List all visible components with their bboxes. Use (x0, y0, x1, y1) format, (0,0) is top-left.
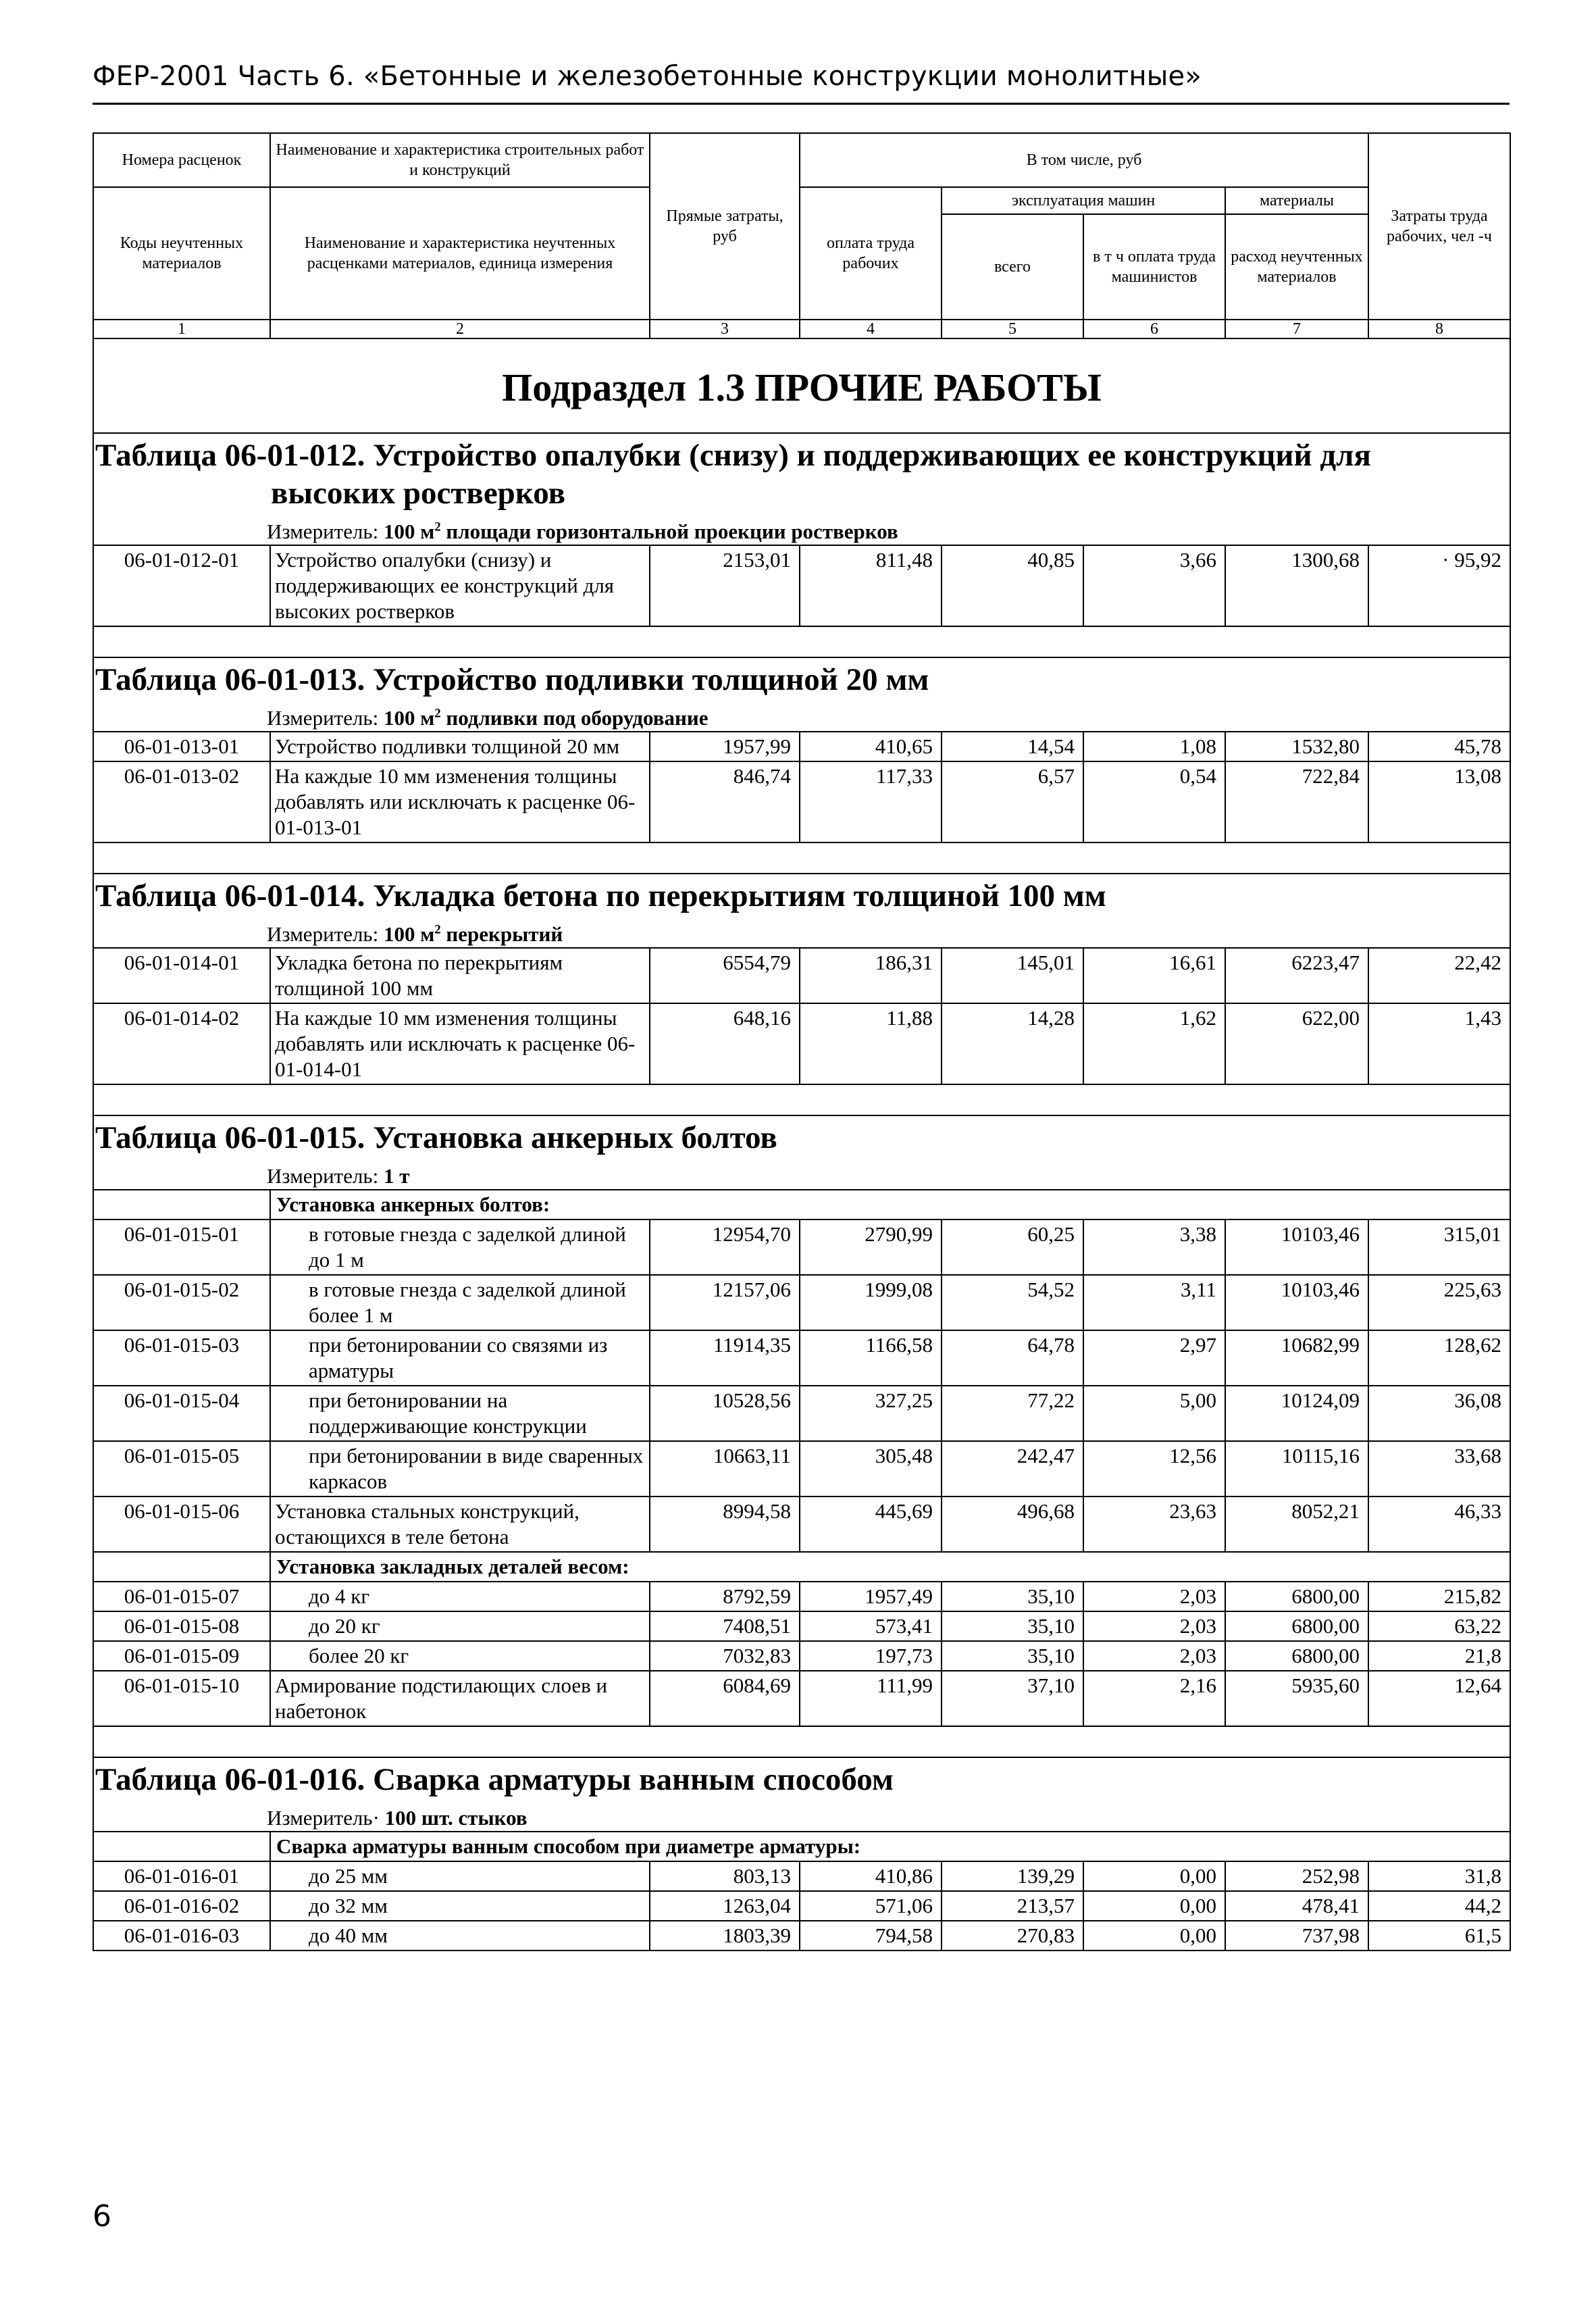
value-machines: 139,29 (942, 1861, 1083, 1891)
rate-code: 06-01-013-01 (93, 732, 270, 761)
value-operators: 1,62 (1083, 1003, 1225, 1084)
value-labor: 305,48 (800, 1441, 942, 1496)
subheading-row (93, 1552, 1510, 1582)
table-row (93, 1003, 1510, 1084)
value-direct: 8792,59 (650, 1582, 800, 1611)
header-col2-bottom: Наименование и характеристика неучтенных расценками материалов, единица измерения (270, 187, 650, 320)
table-title-cell (93, 657, 1510, 699)
table-row (93, 1641, 1510, 1671)
value-machines: 496,68 (942, 1496, 1083, 1552)
value-hours: 128,62 (1368, 1330, 1510, 1386)
value-operators: 2,03 (1083, 1611, 1225, 1641)
spacer-row (93, 1726, 1510, 1757)
work-name: Армирование подстилающих слоев и набетонок (270, 1671, 650, 1726)
subheading-blank (93, 1190, 270, 1219)
measure-label: Измеритель· (267, 1806, 380, 1830)
spacer-cell (93, 1726, 1510, 1757)
table-row (93, 1891, 1510, 1921)
table-row (93, 1921, 1510, 1951)
measure-unit (385, 1806, 527, 1830)
table-title-line: Таблица 06-01-015. Установка анкерных болтов (95, 1120, 777, 1155)
value-machines: 35,10 (942, 1641, 1083, 1671)
spacer-cell (93, 842, 1510, 874)
value-materials: 10103,46 (1225, 1275, 1368, 1330)
rate-code: 06-01-015-10 (93, 1671, 270, 1726)
column-number: 2 (270, 320, 650, 338)
work-name: до 40 мм (270, 1921, 650, 1951)
value-labor: 117,33 (800, 761, 942, 842)
value-hours: 1,43 (1368, 1003, 1510, 1084)
value-materials: 622,00 (1225, 1003, 1368, 1084)
column-number: 1 (93, 320, 270, 338)
value-hours: 44,2 (1368, 1891, 1510, 1921)
value-labor: 573,41 (800, 1611, 942, 1641)
subheading-blank (93, 1552, 270, 1582)
value-labor: 410,65 (800, 732, 942, 761)
header-col8: Затраты труда рабочих, чел -ч (1368, 133, 1510, 320)
table-title-cell (93, 433, 1510, 512)
subheading-row (93, 1832, 1510, 1861)
table-title-line: Таблица 06-01-014. Укладка бетона по перекрытиям толщиной 100 мм (95, 878, 1106, 913)
rate-code: 06-01-015-07 (93, 1582, 270, 1611)
table-row (93, 948, 1510, 1003)
measure-label: Измеритель: (267, 706, 379, 730)
measure-value: 100 шт. стыков (384, 1806, 527, 1830)
work-name: до 25 мм (270, 1861, 650, 1891)
work-name: Установка стальных конструкций, остающихся в теле бетона (270, 1496, 650, 1552)
spacer-row (93, 1084, 1510, 1115)
table-title (94, 1761, 1505, 1799)
value-hours: 61,5 (1368, 1921, 1510, 1951)
value-labor: 2790,99 (800, 1219, 942, 1275)
rate-code: 06-01-014-02 (93, 1003, 270, 1084)
value-labor: 410,86 (800, 1861, 942, 1891)
page-number: 6 (93, 2199, 111, 2234)
header-col2-top: Наименование и характеристика строительных работ и конструкций (270, 133, 650, 187)
price-table (93, 132, 1511, 1951)
work-name: до 32 мм (270, 1891, 650, 1921)
measure-cell (93, 512, 1510, 545)
value-machines: 54,52 (942, 1275, 1083, 1330)
header-col1-top: Номера расценок (93, 133, 270, 187)
table-title-cell (93, 874, 1510, 915)
value-operators: 3,38 (1083, 1219, 1225, 1275)
subheading: Установка закладных деталей весом: (270, 1552, 1510, 1582)
measure-row (93, 1799, 1510, 1832)
table-title-row (93, 433, 1510, 512)
header-group-materials: материалы (1225, 187, 1368, 214)
section-title-row (93, 338, 1510, 433)
work-name: Устройство подливки толщиной 20 мм (270, 732, 650, 761)
value-direct: 6084,69 (650, 1671, 800, 1726)
rate-code: 06-01-016-02 (93, 1891, 270, 1921)
page-header: ФЕР-2001 Часть 6. «Бетонные и железобетонные конструкции монолитные» (93, 61, 1202, 92)
measure-cell (93, 1799, 1510, 1832)
value-hours: 12,64 (1368, 1671, 1510, 1726)
table-row (93, 1275, 1510, 1330)
value-labor: 571,06 (800, 1891, 942, 1921)
measure-rest: перекрытий (440, 922, 563, 946)
spacer-row (93, 842, 1510, 874)
table-row (93, 1219, 1510, 1275)
measure-exponent: 2 (434, 706, 441, 721)
value-operators: 23,63 (1083, 1496, 1225, 1552)
measure-rest: площади горизонтальной проекции ростверков (440, 520, 898, 543)
value-machines: 145,01 (942, 948, 1083, 1003)
measure-row (93, 699, 1510, 732)
value-machines: 270,83 (942, 1921, 1083, 1951)
value-hours: 46,33 (1368, 1496, 1510, 1552)
value-materials: 10124,09 (1225, 1386, 1368, 1441)
table-title-line: Таблица 06-01-016. Сварка арматуры ванным способом (95, 1762, 894, 1797)
rate-code: 06-01-016-01 (93, 1861, 270, 1891)
value-operators: 12,56 (1083, 1441, 1225, 1496)
value-direct: 7032,83 (650, 1641, 800, 1671)
value-materials: 5935,60 (1225, 1671, 1368, 1726)
value-hours: 315,01 (1368, 1219, 1510, 1275)
value-operators: 1,08 (1083, 732, 1225, 761)
value-labor: 11,88 (800, 1003, 942, 1084)
rate-code: 06-01-015-02 (93, 1275, 270, 1330)
measure-value: 1 т (383, 1164, 410, 1188)
work-name: Устройство опалубки (снизу) и поддерживающих ее конструкций для высоких ростверков (270, 545, 650, 626)
table-title-row (93, 874, 1510, 915)
header-col3: Прямые затраты, руб (650, 133, 800, 320)
value-direct: 1803,39 (650, 1921, 800, 1951)
value-machines: 37,10 (942, 1671, 1083, 1726)
measure-row (93, 512, 1510, 545)
column-numbers-row (93, 320, 1510, 338)
table-row (93, 761, 1510, 842)
value-labor: 811,48 (800, 545, 942, 626)
table-row (93, 1330, 1510, 1386)
value-hours: 31,8 (1368, 1861, 1510, 1891)
rate-code: 06-01-015-08 (93, 1611, 270, 1641)
table-title-row (93, 1115, 1510, 1157)
value-machines: 77,22 (942, 1386, 1083, 1441)
rate-code: 06-01-015-05 (93, 1441, 270, 1496)
header-row-2 (93, 187, 1510, 214)
value-operators: 16,61 (1083, 948, 1225, 1003)
value-hours: 45,78 (1368, 732, 1510, 761)
value-direct: 8994,58 (650, 1496, 800, 1552)
value-operators: 2,03 (1083, 1582, 1225, 1611)
value-direct: 648,16 (650, 1003, 800, 1084)
spacer-row (93, 626, 1510, 657)
section-title: Подраздел 1.3 ПРОЧИЕ РАБОТЫ (502, 366, 1102, 409)
value-operators: 5,00 (1083, 1386, 1225, 1441)
value-machines: 213,57 (942, 1891, 1083, 1921)
value-materials: 1532,80 (1225, 732, 1368, 761)
measure-row (93, 1157, 1510, 1190)
value-materials: 1300,68 (1225, 545, 1368, 626)
value-labor: 1957,49 (800, 1582, 942, 1611)
value-machines: 64,78 (942, 1330, 1083, 1386)
value-direct: 10528,56 (650, 1386, 800, 1441)
measure-unit (384, 922, 563, 946)
value-hours: 225,63 (1368, 1275, 1510, 1330)
value-machines: 35,10 (942, 1611, 1083, 1641)
table-row (93, 1441, 1510, 1496)
measure-cell (93, 1157, 1510, 1190)
work-name: в готовые гнезда с заделкой длиной до 1 м (270, 1219, 650, 1275)
column-number: 7 (1225, 320, 1368, 338)
measure-value: 100 м (383, 706, 435, 730)
measure-label: Измеритель: (267, 922, 379, 946)
value-labor: 327,25 (800, 1386, 942, 1441)
column-number: 3 (650, 320, 800, 338)
value-direct: 10663,11 (650, 1441, 800, 1496)
rate-code: 06-01-015-04 (93, 1386, 270, 1441)
work-name: до 20 кг (270, 1611, 650, 1641)
value-operators: 2,97 (1083, 1330, 1225, 1386)
header-row-1 (93, 133, 1510, 187)
header-col4: оплата труда рабочих (800, 187, 942, 320)
value-direct: 846,74 (650, 761, 800, 842)
value-operators: 3,66 (1083, 545, 1225, 626)
value-materials: 478,41 (1225, 1891, 1368, 1921)
rate-code: 06-01-012-01 (93, 545, 270, 626)
value-materials: 6223,47 (1225, 948, 1368, 1003)
measure-rest: подливки под оборудование (440, 706, 709, 730)
value-machines: 6,57 (942, 761, 1083, 842)
value-machines: 35,10 (942, 1582, 1083, 1611)
value-labor: 794,58 (800, 1921, 942, 1951)
rate-code: 06-01-016-03 (93, 1921, 270, 1951)
table-title-line: высоких ростверков (271, 476, 565, 511)
value-hours: 33,68 (1368, 1441, 1510, 1496)
value-labor: 1166,58 (800, 1330, 942, 1386)
header-col5: всего (942, 214, 1083, 320)
value-materials: 722,84 (1225, 761, 1368, 842)
value-materials: 6800,00 (1225, 1611, 1368, 1641)
value-machines: 14,54 (942, 732, 1083, 761)
value-machines: 40,85 (942, 545, 1083, 626)
value-labor: 445,69 (800, 1496, 942, 1552)
header-group-including: В том числе, руб (800, 133, 1368, 187)
table-row (93, 1671, 1510, 1726)
value-operators: 2,16 (1083, 1671, 1225, 1726)
table-title-line: Таблица 06-01-013. Устройство подливки толщиной 20 мм (95, 662, 929, 697)
table-title-row (93, 657, 1510, 699)
value-materials: 737,98 (1225, 1921, 1368, 1951)
measure-label: Измеритель: (267, 1164, 379, 1188)
measure-unit (384, 1164, 409, 1188)
rate-code: 06-01-014-01 (93, 948, 270, 1003)
work-name: На каждые 10 мм изменения толщины добавлять или исключать к расценке 06-01-013-01 (270, 761, 650, 842)
table-row (93, 545, 1510, 626)
value-labor: 197,73 (800, 1641, 942, 1671)
value-direct: 6554,79 (650, 948, 800, 1003)
table-row (93, 732, 1510, 761)
measure-cell (93, 699, 1510, 732)
value-operators: 0,54 (1083, 761, 1225, 842)
table-title (94, 1119, 1505, 1157)
column-number: 5 (942, 320, 1083, 338)
value-direct: 11914,35 (650, 1330, 800, 1386)
value-labor: 1999,08 (800, 1275, 942, 1330)
value-hours: 36,08 (1368, 1386, 1510, 1441)
value-labor: 111,99 (800, 1671, 942, 1726)
value-direct: 2153,01 (650, 545, 800, 626)
rate-code: 06-01-015-09 (93, 1641, 270, 1671)
header-col7: расход неучтенных материалов (1225, 214, 1368, 320)
value-direct: 12954,70 (650, 1219, 800, 1275)
subheading-blank (93, 1832, 270, 1861)
column-number: 6 (1083, 320, 1225, 338)
table-title (94, 436, 1505, 512)
table-title-cell (93, 1757, 1510, 1799)
value-materials: 252,98 (1225, 1861, 1368, 1891)
table-title (94, 661, 1505, 699)
value-direct: 7408,51 (650, 1611, 800, 1641)
measure-value: 100 м (383, 922, 435, 946)
value-operators: 0,00 (1083, 1861, 1225, 1891)
value-hours: 63,22 (1368, 1611, 1510, 1641)
value-materials: 6800,00 (1225, 1641, 1368, 1671)
value-machines: 60,25 (942, 1219, 1083, 1275)
value-direct: 1263,04 (650, 1891, 800, 1921)
value-hours: · 95,92 (1368, 545, 1510, 626)
value-hours: 215,82 (1368, 1582, 1510, 1611)
header-col6: в т ч оплата труда машинистов (1083, 214, 1225, 320)
measure-row (93, 915, 1510, 948)
work-name: более 20 кг (270, 1641, 650, 1671)
value-machines: 242,47 (942, 1441, 1083, 1496)
header-col1-bottom: Коды неучтенных материалов (93, 187, 270, 320)
header-group-machines: эксплуатация машин (942, 187, 1225, 214)
work-name: до 4 кг (270, 1582, 650, 1611)
measure-exponent: 2 (434, 922, 441, 937)
column-number: 4 (800, 320, 942, 338)
value-materials: 10115,16 (1225, 1441, 1368, 1496)
value-hours: 13,08 (1368, 761, 1510, 842)
spacer-cell (93, 1084, 1510, 1115)
table-row (93, 1582, 1510, 1611)
value-direct: 1957,99 (650, 732, 800, 761)
value-direct: 12157,06 (650, 1275, 800, 1330)
value-operators: 0,00 (1083, 1891, 1225, 1921)
table-row (93, 1386, 1510, 1441)
work-name: при бетонировании со связями из арматуры (270, 1330, 650, 1386)
table-title-line: Таблица 06-01-012. Устройство опалубки (снизу) и поддерживающих ее конструкций для (95, 438, 1371, 473)
spacer-cell (93, 626, 1510, 657)
value-operators: 3,11 (1083, 1275, 1225, 1330)
rate-code: 06-01-015-01 (93, 1219, 270, 1275)
subheading: Сварка арматуры ванным способом при диаметре арматуры: (270, 1832, 1510, 1861)
table-title (94, 877, 1505, 915)
table-title-cell (93, 1115, 1510, 1157)
work-name: в готовые гнезда с заделкой длиной более 1 м (270, 1275, 650, 1330)
rate-code: 06-01-013-02 (93, 761, 270, 842)
subheading-row (93, 1190, 1510, 1219)
work-name: Укладка бетона по перекрытиям толщиной 100 мм (270, 948, 650, 1003)
value-materials: 10103,46 (1225, 1219, 1368, 1275)
value-labor: 186,31 (800, 948, 942, 1003)
work-name: На каждые 10 мм изменения толщины добавлять или исключать к расценке 06-01-014-01 (270, 1003, 650, 1084)
value-materials: 6800,00 (1225, 1582, 1368, 1611)
measure-unit (384, 520, 898, 543)
rate-code: 06-01-015-06 (93, 1496, 270, 1552)
value-materials: 10682,99 (1225, 1330, 1368, 1386)
column-number: 8 (1368, 320, 1510, 338)
measure-value: 100 м (383, 520, 435, 543)
measure-unit (384, 706, 709, 730)
measure-cell (93, 915, 1510, 948)
measure-label: Измеритель: (267, 520, 379, 543)
table-row (93, 1861, 1510, 1891)
subheading: Установка анкерных болтов: (270, 1190, 1510, 1219)
table-title-row (93, 1757, 1510, 1799)
header-rule (93, 103, 1510, 105)
measure-exponent: 2 (434, 520, 441, 534)
work-name: при бетонировании в виде сваренных каркасов (270, 1441, 650, 1496)
value-direct: 803,13 (650, 1861, 800, 1891)
value-machines: 14,28 (942, 1003, 1083, 1084)
value-hours: 21,8 (1368, 1641, 1510, 1671)
value-hours: 22,42 (1368, 948, 1510, 1003)
value-operators: 0,00 (1083, 1921, 1225, 1951)
value-operators: 2,03 (1083, 1641, 1225, 1671)
table-row (93, 1496, 1510, 1552)
rate-code: 06-01-015-03 (93, 1330, 270, 1386)
table-row (93, 1611, 1510, 1641)
value-materials: 8052,21 (1225, 1496, 1368, 1552)
work-name: при бетонировании на поддерживающие конструкции (270, 1386, 650, 1441)
